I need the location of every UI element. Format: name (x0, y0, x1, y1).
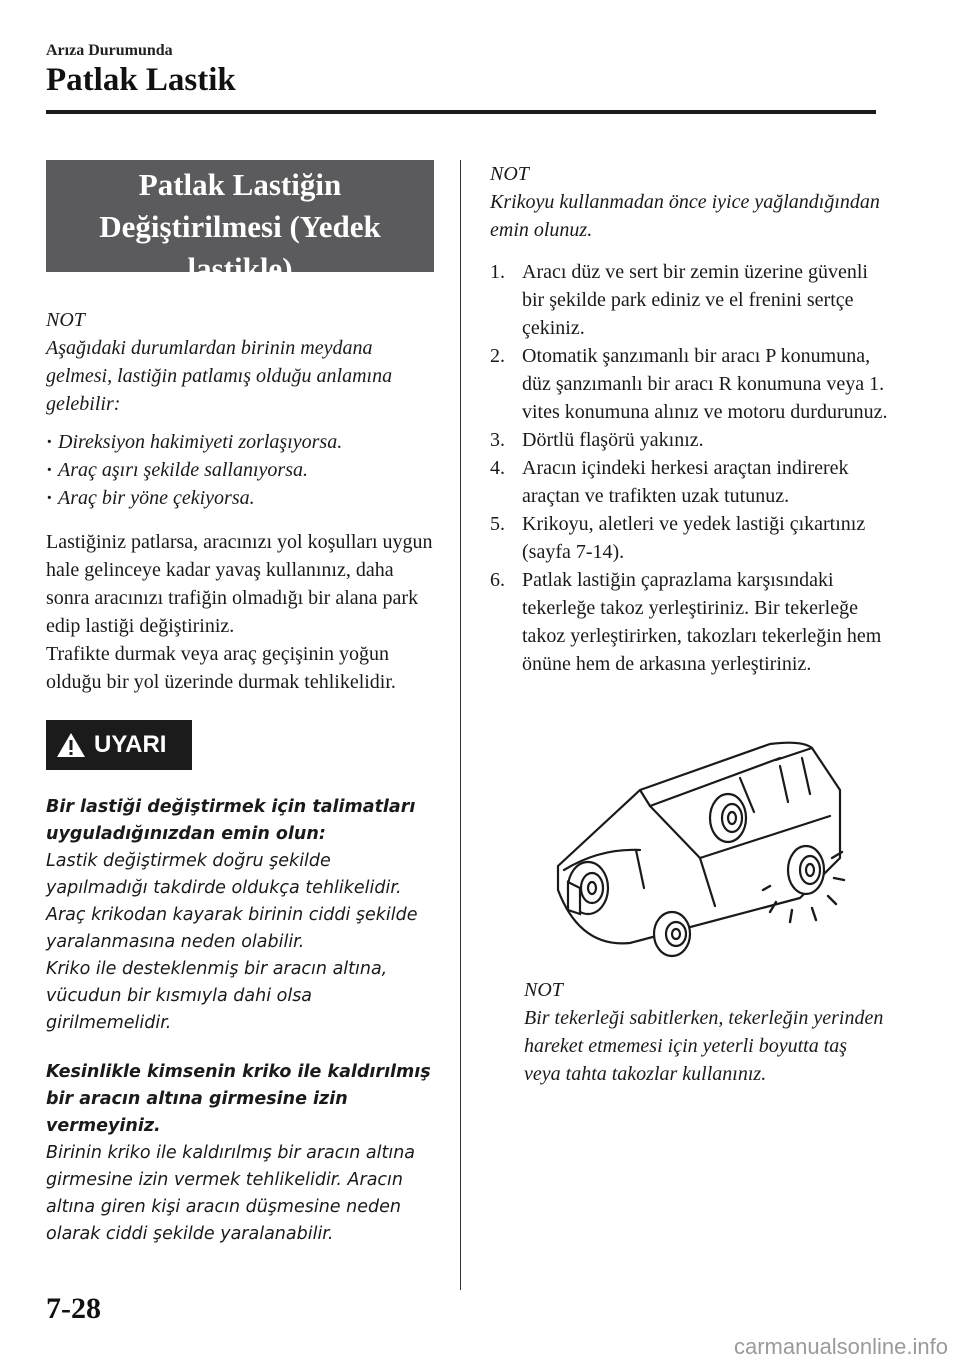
step-text: Krikoyu, aletleri ve yedek lastiği çıkartınız (sayfa 7-14). (522, 513, 866, 563)
warning-heading: Kesinlikle kimsenin kriko ile kaldırılmış bir aracın altına girmesine izin vermeyiniz. (46, 1062, 431, 1136)
step-item (490, 454, 890, 510)
list-item: · Araç aşırı şekilde sallanıyorsa. (46, 456, 434, 484)
step-number: 3. (490, 429, 505, 451)
banner-line-1: Patlak Lastiğin (138, 167, 342, 202)
car-wheel-chock-illustration (540, 738, 860, 958)
step-number: 5. (490, 513, 505, 535)
step-item (490, 510, 890, 566)
section-header: Arıza Durumunda (46, 42, 173, 59)
body-paragraph: Trafikte durmak veya araç geçişinin yoğun olduğu bir yol üzerinde durmak tehlikelidir. (46, 643, 396, 693)
procedure-steps (490, 258, 890, 678)
symptom-list (46, 428, 434, 512)
warning-label: UYARI (94, 731, 167, 758)
page-number: 7-28 (46, 1292, 101, 1325)
note-label: NOT (46, 309, 85, 331)
step-text: Aracı düz ve sert bir zemin üzerine güvenli bir şekilde park ediniz ve el frenini sertçe çekiniz. (522, 261, 868, 339)
watermark: carmanualsonline.info (733, 1334, 948, 1359)
warning-badge (46, 720, 192, 770)
warning-heading: Bir lastiği değiştirmek için talimatları uyguladığınızdan emin olun: (46, 797, 416, 844)
column-divider (460, 160, 461, 1290)
note-text: Bir tekerleği sabitlerken, tekerleğin yerinden hareket etmemesi için yeterli boyutta taş veya tahta takozlar kullanınız. (524, 1007, 884, 1085)
step-number: 1. (490, 261, 505, 283)
step-number: 6. (490, 569, 505, 591)
body-paragraph: Lastiğiniz patlarsa, aracınızı yol koşulları uygun hale gelinceye kadar yavaş kullanınız, daha sonra aracınızı trafiğin olmadığı bir alana park edip lastiği değiştiriniz. (46, 531, 433, 637)
warning-text: Lastik değiştirmek doğru şekilde yapılmadığı takdirde oldukça tehlikelidir. Araç krikodan kayarak birinin ciddi şekilde yaralanmasına neden olabilir. (46, 851, 418, 952)
banner-line-2: Değiştirilmesi (Yedek (99, 209, 381, 244)
step-item (490, 258, 890, 342)
step-text: Otomatik şanzımanlı bir aracı P konumuna, düz şanzımanlı bir aracı R konumuna veya 1. vites konumuna alınız ve motoru durdurunuz. (522, 345, 888, 423)
warning-text: Kriko ile desteklenmiş bir aracın altına, vücudun bir kısmıyla dahi olsa girilmemelidir. (46, 959, 388, 1033)
page-title: Patlak Lastik (46, 62, 236, 98)
step-item (490, 342, 890, 426)
warning-triangle-icon (56, 731, 86, 759)
step-text: Patlak lastiğin çaprazlama karşısındaki tekerleğe takoz yerleştiriniz. Bir tekerleğe takoz yerleştirirken, takozları tekerleğin hem önüne hem de arkasına yerleştiriniz. (522, 569, 882, 675)
banner-line-3: lastikle) (187, 251, 293, 286)
note-label: NOT (524, 979, 563, 1001)
illustration-note (524, 976, 884, 1088)
step-number: 2. (490, 345, 505, 367)
step-item (490, 566, 890, 678)
header-divider (46, 110, 876, 114)
step-item (490, 426, 890, 454)
step-text: Aracın içindeki herkesi araçtan indirerek araçtan ve trafikten uzak tutunuz. (522, 457, 849, 507)
warning-text: Birinin kriko ile kaldırılmış bir aracın altına girmesine izin vermek tehlikelidir. Aracın altına giren kişi aracın düşmesine neden olarak ciddi şekilde yaralanabilir. (46, 1143, 416, 1244)
step-text: Dörtlü flaşörü yakınız. (522, 429, 704, 451)
list-item: · Araç bir yöne çekiyorsa. (46, 484, 434, 512)
note-text: Aşağıdaki durumlardan birinin meydana gelmesi, lastiğin patlamış olduğu anlamına gelebilir: (46, 337, 393, 415)
note-label: NOT (490, 163, 529, 185)
left-column (46, 160, 434, 1248)
section-banner (46, 160, 434, 286)
right-column (490, 160, 890, 678)
list-item: · Direksiyon hakimiyeti zorlaşıyorsa. (46, 428, 434, 456)
step-number: 4. (490, 457, 505, 479)
note-text: Krikoyu kullanmadan önce iyice yağlandığından emin olunuz. (490, 191, 880, 241)
